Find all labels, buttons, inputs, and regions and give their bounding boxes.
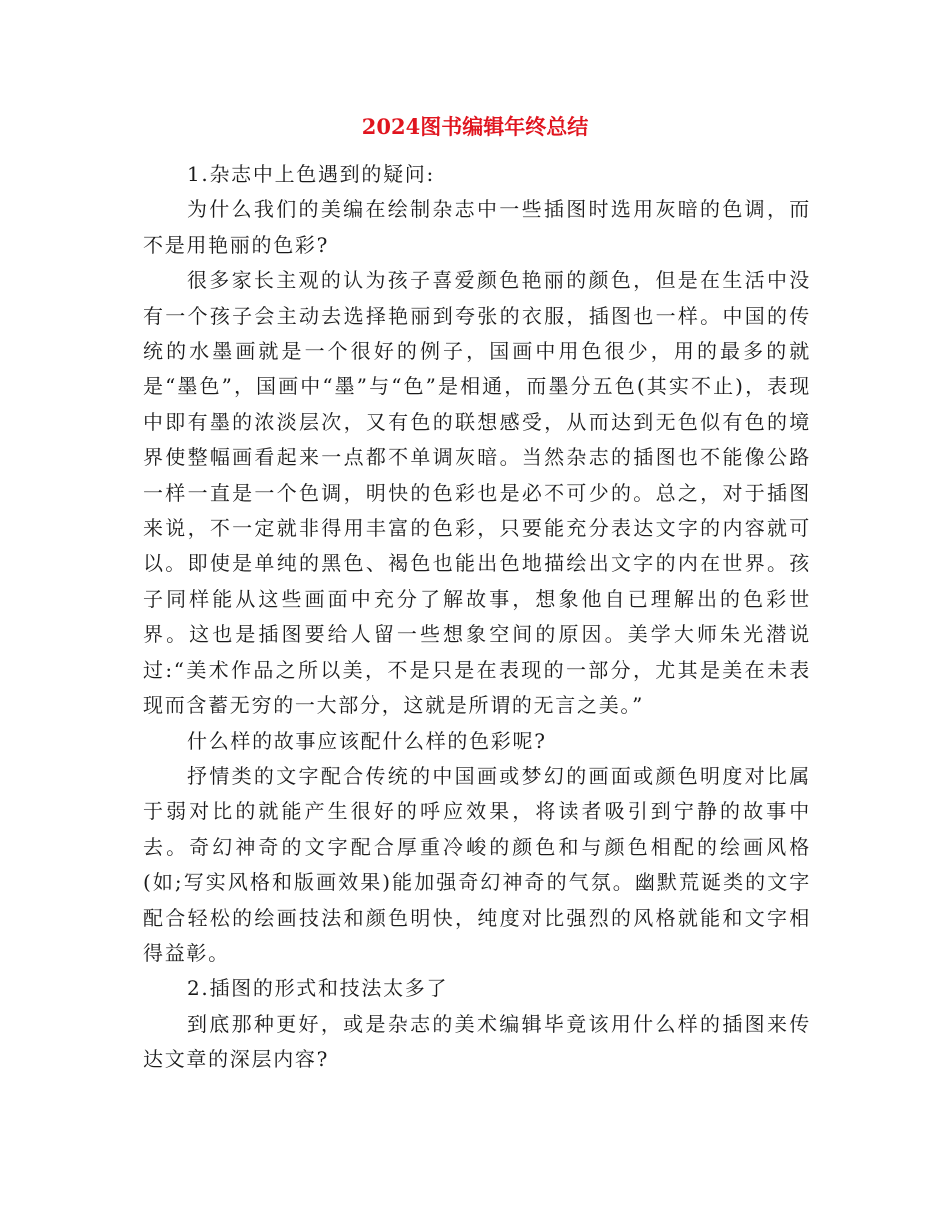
document-body xyxy=(143,157,811,1078)
section-heading-1: 1.杂志中上色遇到的疑问: xyxy=(187,162,435,186)
body-paragraph: 到底那种更好，或是杂志的美术编辑毕竟该用什么样的插图来传达文章的深层内容? xyxy=(143,1011,811,1072)
body-paragraph: 很多家长主观的认为孩子喜爱颜色艳丽的颜色，但是在生活中没有一个孩子会主动去选择艳丽到夸张的衣服，插图也一样。中国的传统的水墨画就是一个很好的例子，国画中用色很少，用的最多的就是“墨色”，国画中“墨”与“色”是相通，而墨分五色(其实不止)，表现中即有墨的浓淡层次，又有色的联想感受，从而达到无色似有色的境界使整幅画看起来一点都不单调灰暗。当然杂志的插图也不能像公路一样一直是一个色调，明快的色彩也是必不可少的。总之，对于插图来说，不一定就非得用丰富的色彩，只要能充分表达文字的内容就可以。即使是单纯的黑色、褐色也能出色地描绘出文字的内在世界。孩子同样能从这些画面中充分了解故事，想象他自已理解出的色彩世界。这也是插图要给人留一些想象空间的原因。美学大师朱光潜说过:“美术作品之所以美，不是只是在表现的一部分，尤其是美在未表现而含蓄无穷的一大部分，这就是所谓的无言之美。” xyxy=(143,268,811,718)
body-paragraph: 为什么我们的美编在绘制杂志中一些插图时选用灰暗的色调，而不是用艳丽的色彩? xyxy=(143,197,811,257)
document-title: 2024图书编辑年终总结 xyxy=(361,114,589,139)
body-paragraph: 抒情类的文字配合传统的中国画或梦幻的画面或颜色明度对比属于弱对比的就能产生很好的呼应效果，将读者吸引到宁静的故事中去。奇幻神奇的文字配合厚重冷峻的颜色和与颜色相配的绘画风格(如;写实风格和版画效果)能加强奇幻神奇的气氛。幽默荒诞类的文字配合轻松的绘画技法和颜色明快，纯度对比强烈的风格就能和文字相得益彰。 xyxy=(143,763,811,965)
body-paragraph: 什么样的故事应该配什么样的色彩呢? xyxy=(187,728,547,753)
section-heading-2: 2.插图的形式和技法太多了 xyxy=(187,976,449,1001)
